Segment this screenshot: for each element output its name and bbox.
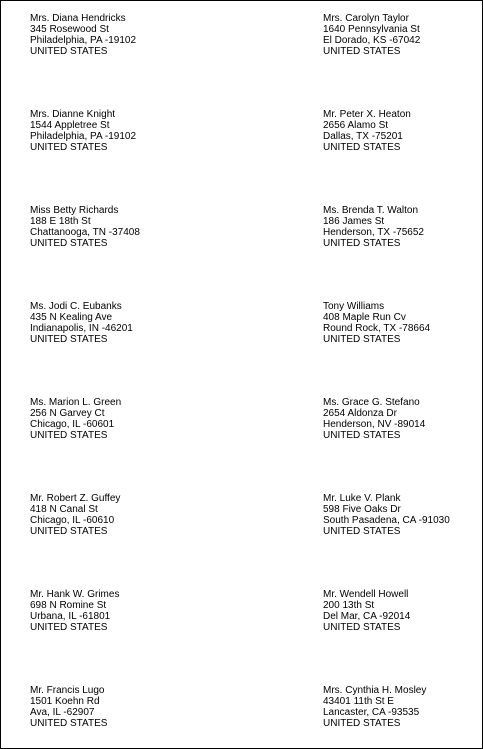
city-state-zip: El Dorado, KS -67042 [323, 35, 421, 46]
street-address: 408 Maple Run Cv [323, 312, 406, 323]
city-state-zip: Urbana, IL -61801 [30, 611, 111, 622]
city-state-zip: Chattanooga, TN -37408 [30, 227, 140, 238]
address-label [30, 589, 210, 633]
address-label [30, 397, 210, 441]
country: UNITED STATES [323, 430, 401, 441]
country: UNITED STATES [323, 238, 401, 249]
street-address: 1501 Koehn Rd [30, 696, 100, 707]
city-state-zip: Chicago, IL -60610 [30, 515, 115, 526]
city-state-zip: Chicago, IL -60601 [30, 419, 115, 430]
recipient-name: Ms. Brenda T. Walton [323, 205, 419, 216]
country: UNITED STATES [30, 622, 108, 633]
address-label [30, 301, 210, 345]
city-state-zip: Indianapolis, IN -46201 [30, 323, 133, 334]
city-state-zip: Del Mar, CA -92014 [323, 611, 411, 622]
address-labels-grid [1, 1, 482, 748]
street-address: 598 Five Oaks Dr [323, 504, 401, 515]
street-address: 188 E 18th St [30, 216, 91, 227]
street-address: 2656 Alamo St [323, 120, 389, 131]
address-label [323, 13, 483, 57]
recipient-name: Mrs. Cynthia H. Mosley [323, 685, 427, 696]
street-address: 418 N Canal St [30, 504, 98, 515]
address-label [30, 109, 210, 153]
city-state-zip: Philadelphia, PA -19102 [30, 131, 137, 142]
country: UNITED STATES [323, 718, 401, 729]
country: UNITED STATES [30, 334, 108, 345]
country: UNITED STATES [30, 142, 108, 153]
country: UNITED STATES [323, 142, 401, 153]
street-address: 698 N Romine St [30, 600, 107, 611]
city-state-zip: Lancaster, CA -93535 [323, 707, 420, 718]
country: UNITED STATES [30, 718, 108, 729]
city-state-zip: Philadelphia, PA -19102 [30, 35, 137, 46]
street-address: 1640 Pennsylvania St [323, 24, 420, 35]
city-state-zip: Henderson, NV -89014 [323, 419, 426, 430]
recipient-name: Miss Betty Richards [30, 205, 119, 216]
city-state-zip: Ava, IL -62907 [30, 707, 95, 718]
address-label [323, 493, 483, 537]
street-address: 43401 11th St E [323, 696, 394, 707]
recipient-name: Mr. Robert Z. Guffey [30, 493, 121, 504]
country: UNITED STATES [30, 238, 108, 249]
country: UNITED STATES [323, 46, 401, 57]
recipient-name: Ms. Grace G. Stefano [323, 397, 420, 408]
address-label [30, 13, 210, 57]
recipient-name: Ms. Marion L. Green [30, 397, 122, 408]
recipient-name: Mr. Francis Lugo [30, 685, 105, 696]
recipient-name: Mr. Wendell Howell [323, 589, 409, 600]
address-label [323, 397, 483, 441]
street-address: 435 N Kealing Ave [30, 312, 113, 323]
address-label [323, 109, 483, 153]
address-label [323, 301, 483, 345]
recipient-name: Mr. Luke V. Plank [323, 493, 401, 504]
street-address: 345 Rosewood St [30, 24, 109, 35]
city-state-zip: South Pasadena, CA -91030 [323, 515, 450, 526]
address-label [30, 205, 210, 249]
country: UNITED STATES [30, 526, 108, 537]
country: UNITED STATES [30, 46, 108, 57]
address-label [323, 685, 483, 729]
recipient-name: Ms. Jodi C. Eubanks [30, 301, 122, 312]
recipient-name: Mrs. Dianne Knight [30, 109, 116, 120]
country: UNITED STATES [323, 334, 401, 345]
recipient-name: Mr. Peter X. Heaton [323, 109, 411, 120]
country: UNITED STATES [30, 430, 108, 441]
address-label [323, 589, 483, 633]
recipient-name: Mrs. Diana Hendricks [30, 13, 126, 24]
city-state-zip: Dallas, TX -75201 [323, 131, 403, 142]
recipient-name: Mr. Hank W. Grimes [30, 589, 120, 600]
city-state-zip: Round Rock, TX -78664 [323, 323, 431, 334]
country: UNITED STATES [323, 526, 401, 537]
city-state-zip: Henderson, TX -75652 [323, 227, 424, 238]
address-label [323, 205, 483, 249]
address-label [30, 493, 210, 537]
street-address: 256 N Garvey Ct [30, 408, 105, 419]
address-label [30, 685, 210, 729]
street-address: 186 James St [323, 216, 385, 227]
country: UNITED STATES [323, 622, 401, 633]
recipient-name: Tony Williams [323, 301, 385, 312]
street-address: 200 13th St [323, 600, 375, 611]
street-address: 2654 Aldonza Dr [323, 408, 397, 419]
recipient-name: Mrs. Carolyn Taylor [323, 13, 409, 24]
street-address: 1544 Appletree St [30, 120, 110, 131]
